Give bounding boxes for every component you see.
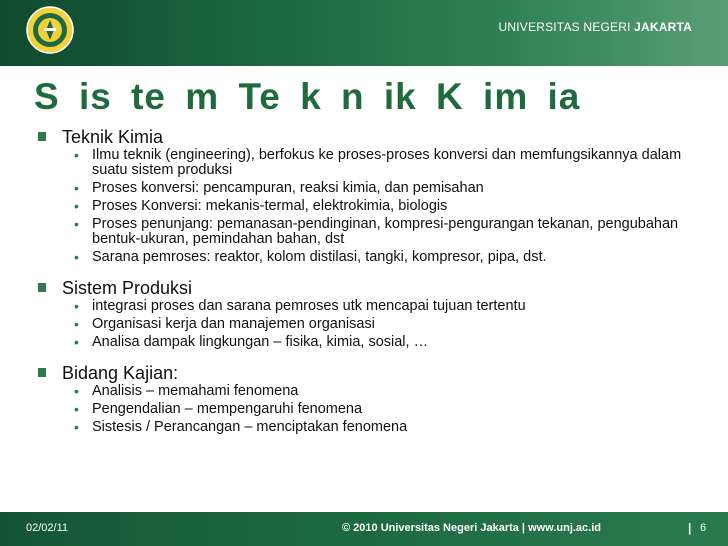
round-bullet-icon: •	[74, 383, 79, 399]
list-item-text: Proses konversi: pencampuran, reaksi kimia, dan pemisahan	[92, 180, 484, 196]
list-item-text: Proses Konversi: mekanis-termal, elektrokimia, biologis	[92, 198, 448, 214]
section-heading	[0, 277, 728, 299]
section-heading-text: Teknik Kimia	[62, 127, 164, 147]
university-name	[499, 20, 692, 34]
round-bullet-icon: •	[74, 316, 79, 332]
list-item	[0, 402, 728, 417]
content-section	[0, 126, 728, 265]
round-bullet-icon: •	[74, 334, 79, 350]
content-section	[0, 362, 728, 435]
footer-date: 02/02/11	[26, 522, 69, 534]
round-bullet-icon: •	[74, 419, 79, 435]
list-item	[0, 335, 728, 350]
list-item-text: Pengendalian – mempengaruhi fenomena	[92, 401, 363, 417]
list-item	[0, 181, 728, 196]
sub-bullet-list	[0, 384, 728, 435]
section-heading	[0, 126, 728, 148]
list-item-text: Organisasi kerja dan manajemen organisasi	[92, 316, 375, 332]
footer-copyright: © 2010 Universitas Negeri Jakarta | www.unj.ac.id	[342, 522, 601, 534]
list-item	[0, 299, 728, 314]
list-item-text: Ilmu teknik (engineering), berfokus ke proses-proses konversi dan memfungsikannya dalam suatu sistem produksi	[92, 147, 682, 178]
round-bullet-icon: •	[74, 216, 79, 232]
round-bullet-icon: •	[74, 401, 79, 417]
round-bullet-icon: •	[74, 298, 79, 314]
list-item	[0, 250, 728, 265]
slide-content	[0, 126, 728, 447]
list-item	[0, 217, 728, 247]
section-heading-text: Sistem Produksi	[62, 278, 193, 298]
square-bullet-icon	[38, 283, 46, 292]
list-item	[0, 148, 728, 178]
list-item-text: Proses penunjang: pemanasan-pendinginan, kompresi-pengurangan tekanan, pengubahan bentuk-ukuran, pemindahan bahan, dst	[92, 216, 679, 247]
list-item-text: Analisa dampak lingkungan – fisika, kimia, sosial, …	[92, 334, 429, 350]
list-item-text: integrasi proses dan sarana pemroses utk mencapai tujuan tertentu	[92, 298, 526, 314]
content-section	[0, 277, 728, 350]
footer-separator: |	[688, 521, 692, 535]
round-bullet-icon: •	[74, 249, 79, 265]
slide-title: S is te m Te k n ik K im ia	[34, 76, 581, 117]
square-bullet-icon	[38, 132, 46, 141]
list-item-text: Sistesis / Perancangan – menciptakan fenomena	[92, 419, 408, 435]
footer-bar	[0, 512, 728, 546]
section-heading	[0, 362, 728, 384]
page-number: 6	[700, 522, 707, 534]
university-name-prefix: UNIVERSITAS NEGERI	[498, 20, 631, 34]
university-name-bold: JAKARTA	[634, 20, 692, 34]
sub-bullet-list	[0, 148, 728, 265]
list-item	[0, 199, 728, 214]
square-bullet-icon	[38, 368, 46, 377]
university-crest-icon	[26, 6, 74, 54]
section-heading-text: Bidang Kajian:	[62, 363, 179, 383]
list-item	[0, 384, 728, 399]
round-bullet-icon: •	[74, 147, 79, 163]
round-bullet-icon: •	[74, 198, 79, 214]
header-bar	[0, 0, 728, 66]
list-item-text: Analisis – memahami fenomena	[92, 383, 299, 399]
round-bullet-icon: •	[74, 180, 79, 196]
list-item-text: Sarana pemroses: reaktor, kolom distilasi, tangki, kompresor, pipa, dst.	[92, 249, 547, 265]
list-item	[0, 317, 728, 332]
sub-bullet-list	[0, 299, 728, 350]
list-item	[0, 420, 728, 435]
